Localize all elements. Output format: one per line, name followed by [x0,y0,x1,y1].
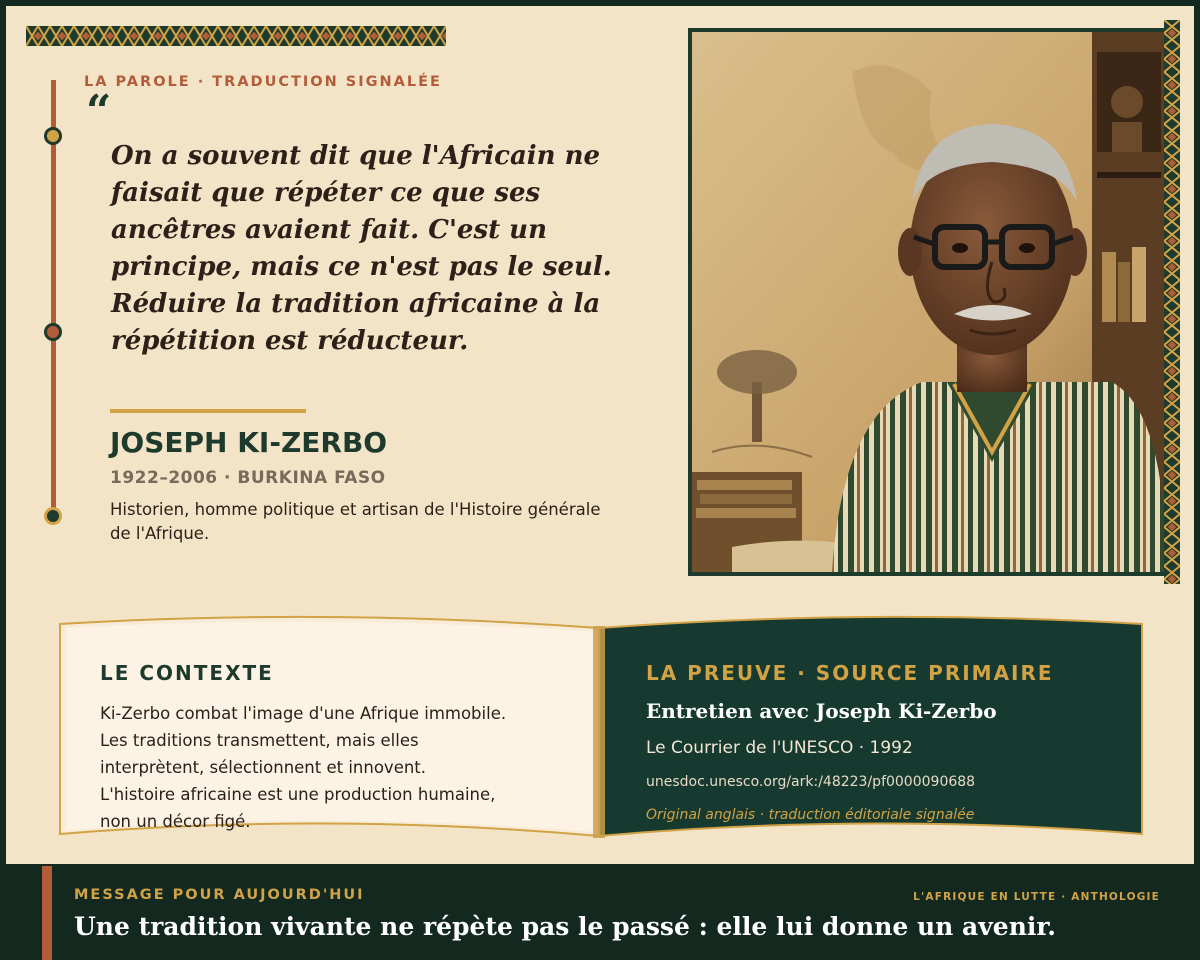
timeline-line [51,80,56,516]
footer-eyebrow: MESSAGE POUR AUJOURD'HUI [74,887,365,903]
translation-note: Original anglais · traduction éditoriale signalée [646,807,975,823]
kente-pattern-top [26,26,446,46]
quote-text: On a souvent dit que l'Africain ne faisait que répéter ce que ses ancêtres avaient fait. C'est un principe, mais ce n'est pas le seul. Réduire la tradition africaine à la répétition est réducteur. [111,141,612,356]
source-publication: Le Courrier de l'UNESCO · 1992 [646,738,913,758]
portrait-image [688,28,1170,576]
footer-message: Une tradition vivante ne répète pas le passé : elle lui donne un avenir. [74,912,1056,941]
context-title: LE CONTEXTE [100,661,274,685]
proof-title: LA PREUVE · SOURCE PRIMAIRE [646,661,1054,685]
source-title: Entretien avec Joseph Ki-Zerbo [646,699,997,723]
footer-accent-bar [42,866,52,960]
divider-rule [110,409,306,413]
timeline-node-green [44,507,62,525]
timeline-node-gold [44,127,62,145]
context-line: L'histoire africaine est une production humaine, [100,785,496,804]
content-panel [6,6,1194,864]
author-dates: 1922–2006 · BURKINA FASO [110,468,386,488]
context-line: Les traditions transmettent, mais elles [100,731,419,750]
quote-mark-icon: “ [86,86,112,137]
anthology-brand: L'AFRIQUE EN LUTTE · ANTHOLOGIE [913,891,1160,903]
section-eyebrow: LA PAROLE · TRADUCTION SIGNALÉE [84,74,442,90]
author-name: JOSEPH KI-ZERBO [110,426,388,459]
context-body [100,700,570,835]
context-line: interprètent, sélectionnent et innovent. [100,758,427,777]
kente-pattern-side [1164,20,1180,584]
source-url[interactable]: unesdoc.unesco.org/ark:/48223/pf0000090688 [646,774,976,790]
context-line: Ki-Zerbo combat l'image d'une Afrique immobile. [100,704,507,723]
context-line: non un décor figé. [100,812,251,831]
author-bio: Historien, homme politique et artisan de l'Histoire générale de l'Afrique. [110,500,601,543]
timeline-node-terracotta [44,323,62,341]
